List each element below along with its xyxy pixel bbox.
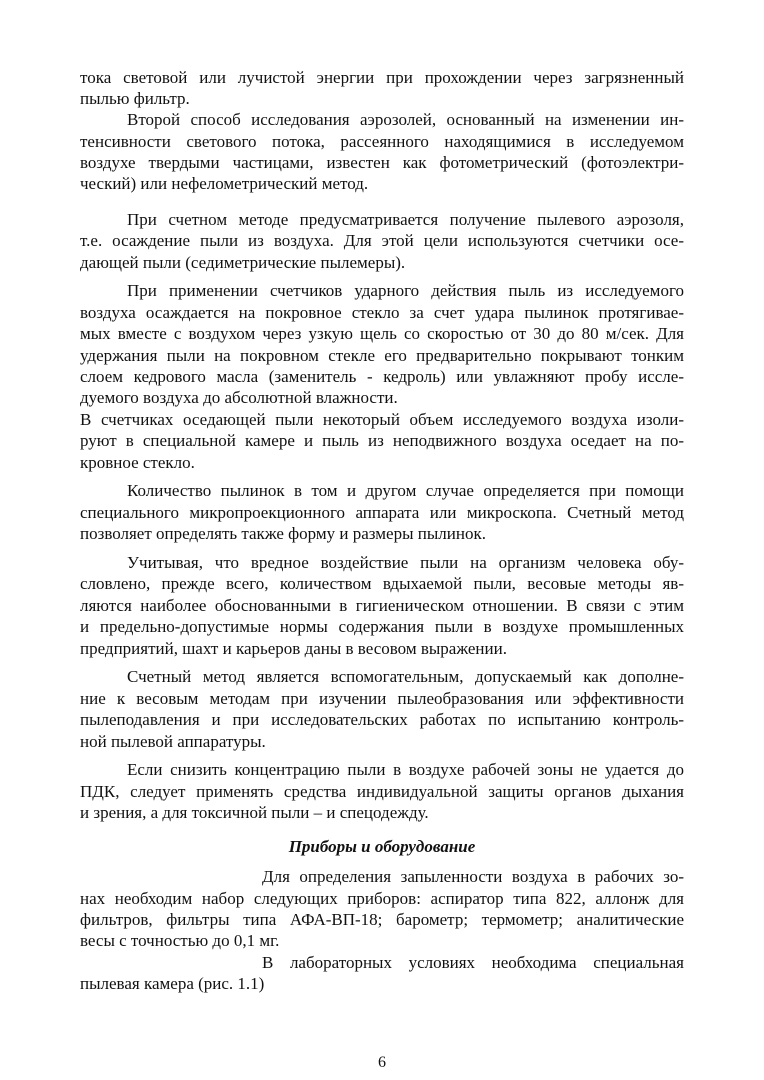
text-line: предприятий, шахт и карьеров даны в весовом выражении.	[80, 639, 507, 658]
text-line: При применении счетчиков ударного действия пыль из исследуемого	[127, 281, 684, 300]
text-line: В лабораторных условиях необходима специальная	[262, 953, 684, 972]
text-line: весы с точностью до 0,1 мг.	[80, 931, 280, 950]
text-line: фильтров, фильтры типа АФА-ВП-18; барометр; термометр; аналитические	[80, 910, 684, 929]
text-line: словлено, прежде всего, количеством вдыхаемой пыли, весовые методы яв-	[80, 574, 684, 593]
text-line: Второй способ исследования аэрозолей, основанный на изменении ин-	[127, 110, 684, 129]
text-line: воздухе твердыми частицами, известен как фотометрический (фотоэлектри-	[80, 153, 684, 172]
text-line: дающей пыли (седиметрические пылемеры).	[80, 253, 406, 272]
text-line: Счетный метод является вспомогательным, допускаемый как дополне-	[127, 667, 684, 686]
text-line: слоем кедрового масла (заменитель - кедроль) или увлажняют пробу иссле-	[80, 367, 684, 386]
text-line: руют в специальной камере и пыль из неподвижного воздуха оседает на по-	[80, 431, 684, 450]
text-line: пылью фильтр.	[80, 89, 190, 108]
text-line: мых вместе с воздухом через узкую щель со скоростью от 30 до 80 м/сек. Для	[80, 324, 684, 343]
text-line: ПДК, следует применять средства индивидуальной защиты органов дыхания	[80, 782, 684, 801]
text-line: воздуха осаждается на покровное стекло за счет удара пылинок протягивае-	[80, 303, 684, 322]
text-line: Если снизить концентрацию пыли в воздухе рабочей зоны не удается до	[127, 760, 684, 779]
text-line: пылевая камера (рис. 1.1)	[80, 974, 265, 993]
text-line: ляются наиболее обоснованными в гигиеническом отношении. В связи с этим	[80, 596, 684, 615]
text-line: При счетном методе предусматривается получение пылевого аэрозоля,	[127, 210, 684, 229]
text-line: тенсивности светового потока, рассеянного находящимися в исследуемом	[80, 132, 684, 151]
text-line: кровное стекло.	[80, 453, 195, 472]
text-line: дуемого воздуха до абсолютной влажности.	[80, 388, 398, 407]
text-line: ческий) или нефелометрический метод.	[80, 174, 369, 193]
text-line: т.е. осаждение пыли из воздуха. Для этой цели используются счетчики осе-	[80, 231, 684, 250]
text-line: и предельно-допустимые нормы содержания пыли в воздухе промышленных	[80, 617, 684, 636]
text-line: и зрения, а для токсичной пыли – и спецодежду.	[80, 803, 429, 822]
text-line: тока световой или лучистой энергии при прохождении через загрязненный	[80, 68, 684, 87]
text-line: ние к весовым методам при изучении пылеобразования или эффективности	[80, 689, 684, 708]
text-line: В счетчиках оседающей пыли некоторый объем исследуемого воздуха изоли-	[80, 410, 684, 429]
text-line: нах необходим набор следующих приборов: аспиратор типа 822, аллонж для	[80, 889, 684, 908]
text-line: удержания пыли на покровном стекле его предварительно покрывают тонким	[80, 346, 684, 365]
text-line: Учитывая, что вредное воздействие пыли на организм человека обу-	[127, 553, 684, 572]
text-line: Количество пылинок в том и другом случае определяется при помощи	[127, 481, 684, 500]
section-heading: Приборы и оборудование	[288, 837, 476, 856]
page-number: 6	[378, 1054, 386, 1071]
text-line: ной пылевой аппаратуры.	[80, 732, 266, 751]
text-line: специального микропроекционного аппарата или микроскопа. Счетный метод	[80, 503, 684, 522]
text-line: позволяет определять также форму и размеры пылинок.	[80, 524, 486, 543]
text-line: Для определения запыленности воздуха в рабочих зо-	[262, 867, 684, 886]
text-line: пылеподавления и при исследовательских работах по испытанию контроль-	[80, 710, 684, 729]
